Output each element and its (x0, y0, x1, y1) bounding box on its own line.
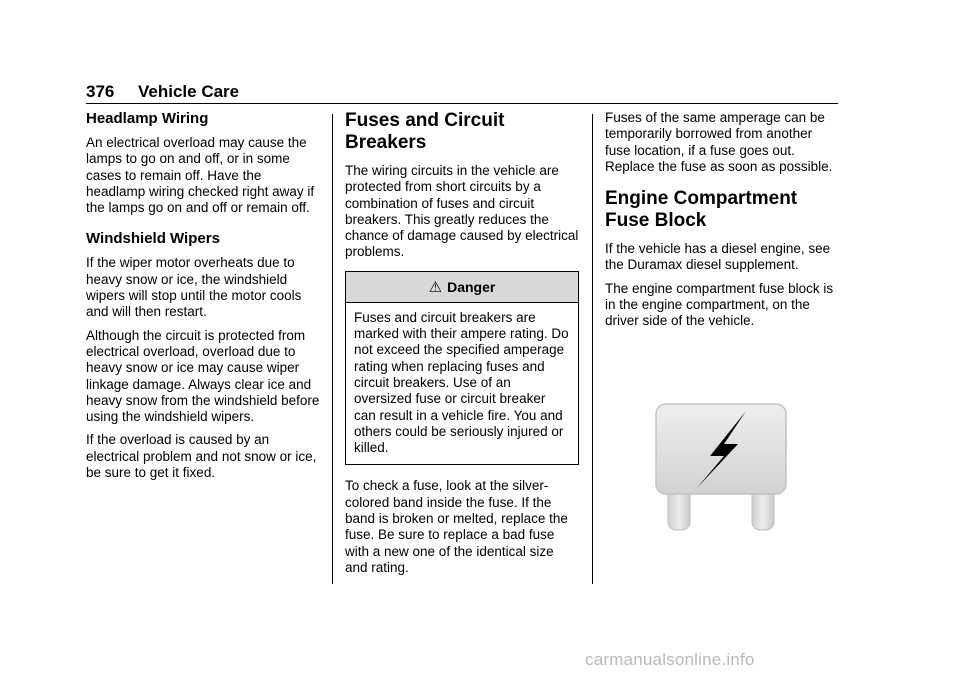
page-number: 376 (86, 82, 115, 101)
column-3 (605, 110, 840, 337)
engine-fuse-paragraph-2: The engine compartment fuse block is in the engine compartment, on the driver side of the vehicle. (605, 280, 834, 329)
danger-label: Danger (447, 278, 496, 295)
fuses-heading: Fuses and Circuit Breakers (345, 110, 505, 153)
wipers-paragraph-1: If the wiper motor overheats due to heavy snow or ice, the windshield wipers will stop until the motor cools and will then restart. (86, 255, 302, 320)
danger-header (346, 272, 578, 303)
column-2 (345, 110, 579, 583)
headlamp-wiring-heading: Headlamp Wiring (86, 110, 209, 127)
column-divider-1 (332, 114, 333, 584)
warning-triangle-icon: ⚠ (428, 278, 443, 296)
column-1 (86, 110, 322, 488)
fuse-borrow-text: Fuses of the same amperage can be temporarily borrowed from another fuse location, if a fuse goes out. Replace the fuse as soon as possible. (605, 110, 833, 174)
headlamp-wiring-text: An electrical overload may cause the lamps to go on and off, or in some cases to remain off. Have the headlamp wiring checked right away if the lamps go on and off or remain off. (86, 135, 315, 216)
fuses-intro: The wiring circuits in the vehicle are protected from short circuits by a combination of fuses and circuit breakers. This greatly reduces the chance of damage caused by electrical problems. (345, 163, 579, 260)
danger-text: Fuses and circuit breakers are marked with their ampere rating. Do not exceed the specified amperage rating when replacing fuses and circuit breakers. Use of an oversized fuse or circuit breaker can result in a vehicle fire. You and others could be seriously injured or killed. (354, 309, 569, 456)
danger-box (345, 271, 579, 466)
watermark: carmanualsonline.info (585, 650, 755, 669)
page-header (86, 82, 838, 104)
column-divider-2 (592, 114, 593, 584)
section-title: Vehicle Care (138, 82, 240, 101)
engine-fuse-paragraph-1: If the vehicle has a diesel engine, see the Duramax diesel supplement. (605, 241, 831, 273)
engine-fuse-block-heading: Engine Compartment Fuse Block (605, 188, 798, 232)
wipers-paragraph-2: Although the circuit is protected from electrical overload, overload due to heavy snow or ice may cause wiper linkage damage. Always clear ice and heavy snow from the windshield before using the windshield wipers. (86, 327, 320, 425)
fuse-icon (654, 402, 788, 532)
windshield-wipers-heading: Windshield Wipers (86, 230, 220, 248)
fuse-check-text: To check a fuse, look at the silver-colored band inside the fuse. If the band is broken or melted, replace the fuse. Be sure to replace a bad fuse with a new one of the identical size and rating. (345, 478, 568, 575)
wipers-paragraph-3: If the overload is caused by an electrical problem and not snow or ice, be sure to get it fixed. (86, 432, 317, 481)
header-rule (86, 103, 838, 104)
